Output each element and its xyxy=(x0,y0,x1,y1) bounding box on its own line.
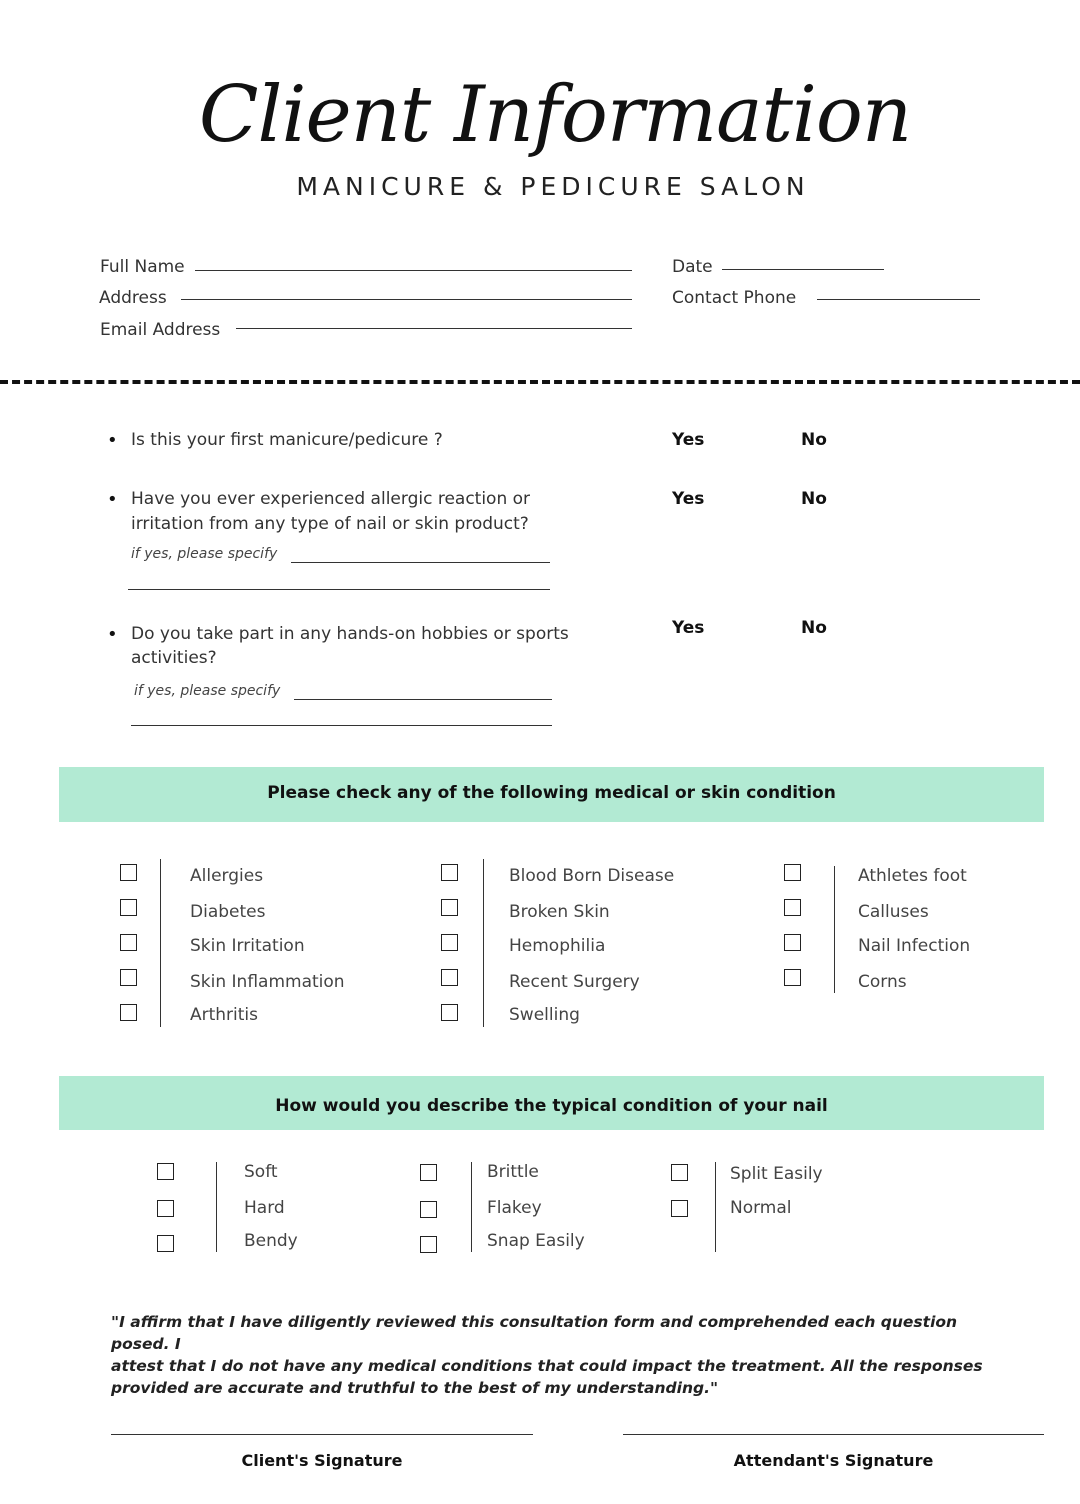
condition-label: Blood Born Disease xyxy=(509,866,675,886)
checkbox-allergies[interactable] xyxy=(120,864,137,881)
full-name-field[interactable] xyxy=(195,270,632,271)
checkbox-broken-skin[interactable] xyxy=(441,899,458,916)
question-allergic-reaction: • Have you ever experienced allergic reaction or xyxy=(131,487,530,512)
nail-label: Soft xyxy=(244,1162,278,1182)
condition-label: Calluses xyxy=(858,902,929,922)
condition-label: Broken Skin xyxy=(509,902,610,922)
column-divider xyxy=(483,859,484,1027)
nail-label: Hard xyxy=(244,1198,285,1218)
checkbox-swelling[interactable] xyxy=(441,1004,458,1021)
contact-phone-label: Contact Phone xyxy=(672,288,797,308)
checkbox-flakey[interactable] xyxy=(420,1201,437,1218)
condition-label: Skin Inflammation xyxy=(190,972,345,992)
checkbox-nail-infection[interactable] xyxy=(784,934,801,951)
checkbox-corns[interactable] xyxy=(784,969,801,986)
column-divider xyxy=(216,1162,217,1252)
attendant-signature-field[interactable] xyxy=(623,1434,1044,1435)
question-first-visit: • Is this your first manicure/pedicure ? xyxy=(131,428,443,453)
condition-label: Nail Infection xyxy=(858,936,971,956)
condition-label: Athletes foot xyxy=(858,866,967,886)
affirmation-line: "I affirm that I have diligently reviewed this consultation form and comprehended each question posed. I xyxy=(111,1313,958,1353)
condition-label: Swelling xyxy=(509,1005,580,1025)
checkbox-brittle[interactable] xyxy=(420,1164,437,1181)
checkbox-arthritis[interactable] xyxy=(120,1004,137,1021)
nail-label: Bendy xyxy=(244,1231,298,1251)
client-signature-label: Client's Signature xyxy=(241,1451,403,1470)
contact-phone-field[interactable] xyxy=(817,299,980,300)
q2-specify-label: if yes, please specify xyxy=(131,546,278,562)
checkbox-soft[interactable] xyxy=(157,1163,174,1180)
nail-label: Flakey xyxy=(487,1198,542,1218)
checkbox-calluses[interactable] xyxy=(784,899,801,916)
address-label: Address xyxy=(99,288,167,308)
checkbox-snap-easily[interactable] xyxy=(420,1236,437,1253)
dashed-divider xyxy=(0,380,1080,384)
medical-condition-heading: Please check any of the following medical or skin condition xyxy=(267,783,836,803)
nail-condition-band xyxy=(59,1076,1044,1130)
checkbox-split-easily[interactable] xyxy=(671,1164,688,1181)
checkbox-diabetes[interactable] xyxy=(120,899,137,916)
condition-label: Skin Irritation xyxy=(190,936,305,956)
attendant-signature-label: Attendant's Signature xyxy=(733,1451,934,1470)
nail-label: Normal xyxy=(730,1198,792,1218)
condition-label: Allergies xyxy=(190,866,264,886)
form-subtitle: MANICURE & PEDICURE SALON xyxy=(296,172,810,201)
checkbox-athletes-foot[interactable] xyxy=(784,864,801,881)
address-field[interactable] xyxy=(181,299,632,300)
checkbox-hemophilia[interactable] xyxy=(441,934,458,951)
q3-specify-field[interactable] xyxy=(294,699,552,700)
q3-specify-field-line2[interactable] xyxy=(131,725,552,726)
column-divider xyxy=(834,866,835,993)
question-allergic-reaction-cont: irritation from any type of nail or skin product? xyxy=(131,514,529,534)
full-name-label: Full Name xyxy=(100,257,185,277)
condition-label: Arthritis xyxy=(190,1005,259,1025)
date-field[interactable] xyxy=(722,269,884,270)
date-label: Date xyxy=(672,257,713,277)
client-signature-field[interactable] xyxy=(111,1434,533,1435)
email-field[interactable] xyxy=(236,328,632,329)
q2-no-option[interactable]: No xyxy=(801,489,827,509)
condition-label: Recent Surgery xyxy=(509,972,640,992)
q1-no-option[interactable]: No xyxy=(801,430,827,450)
question-hobbies-cont: activities? xyxy=(131,648,217,668)
checkbox-hard[interactable] xyxy=(157,1200,174,1217)
q3-specify-label: if yes, please specify xyxy=(134,683,281,699)
nail-label: Snap Easily xyxy=(487,1231,585,1251)
affirmation-statement xyxy=(111,1311,991,1399)
condition-label: Corns xyxy=(858,972,907,992)
checkbox-skin-irritation[interactable] xyxy=(120,934,137,951)
q2-specify-field-line2[interactable] xyxy=(128,589,550,590)
medical-condition-band xyxy=(59,767,1044,822)
question-hobbies: • Do you take part in any hands-on hobbies or sports xyxy=(131,622,569,647)
form-title: Client Information xyxy=(198,70,912,160)
affirmation-line: provided are accurate and truthful to the best of my understanding." xyxy=(111,1379,719,1397)
q3-no-option[interactable]: No xyxy=(801,618,827,638)
q3-yes-option[interactable]: Yes xyxy=(672,618,705,638)
checkbox-normal[interactable] xyxy=(671,1200,688,1217)
q2-specify-field[interactable] xyxy=(291,562,550,563)
column-divider xyxy=(471,1162,472,1252)
condition-label: Hemophilia xyxy=(509,936,606,956)
checkbox-recent-surgery[interactable] xyxy=(441,969,458,986)
checkbox-bendy[interactable] xyxy=(157,1235,174,1252)
column-divider xyxy=(715,1162,716,1252)
column-divider xyxy=(160,859,161,1027)
email-label: Email Address xyxy=(100,320,221,340)
nail-label: Split Easily xyxy=(730,1164,823,1184)
nail-label: Brittle xyxy=(487,1162,539,1182)
checkbox-skin-inflammation[interactable] xyxy=(120,969,137,986)
q1-yes-option[interactable]: Yes xyxy=(672,430,705,450)
condition-label: Diabetes xyxy=(190,902,266,922)
affirmation-line: attest that I do not have any medical conditions that could impact the treatment. All the responses xyxy=(111,1357,983,1375)
q2-yes-option[interactable]: Yes xyxy=(672,489,705,509)
checkbox-blood-born-disease[interactable] xyxy=(441,864,458,881)
nail-condition-heading: How would you describe the typical condition of your nail xyxy=(275,1096,828,1116)
